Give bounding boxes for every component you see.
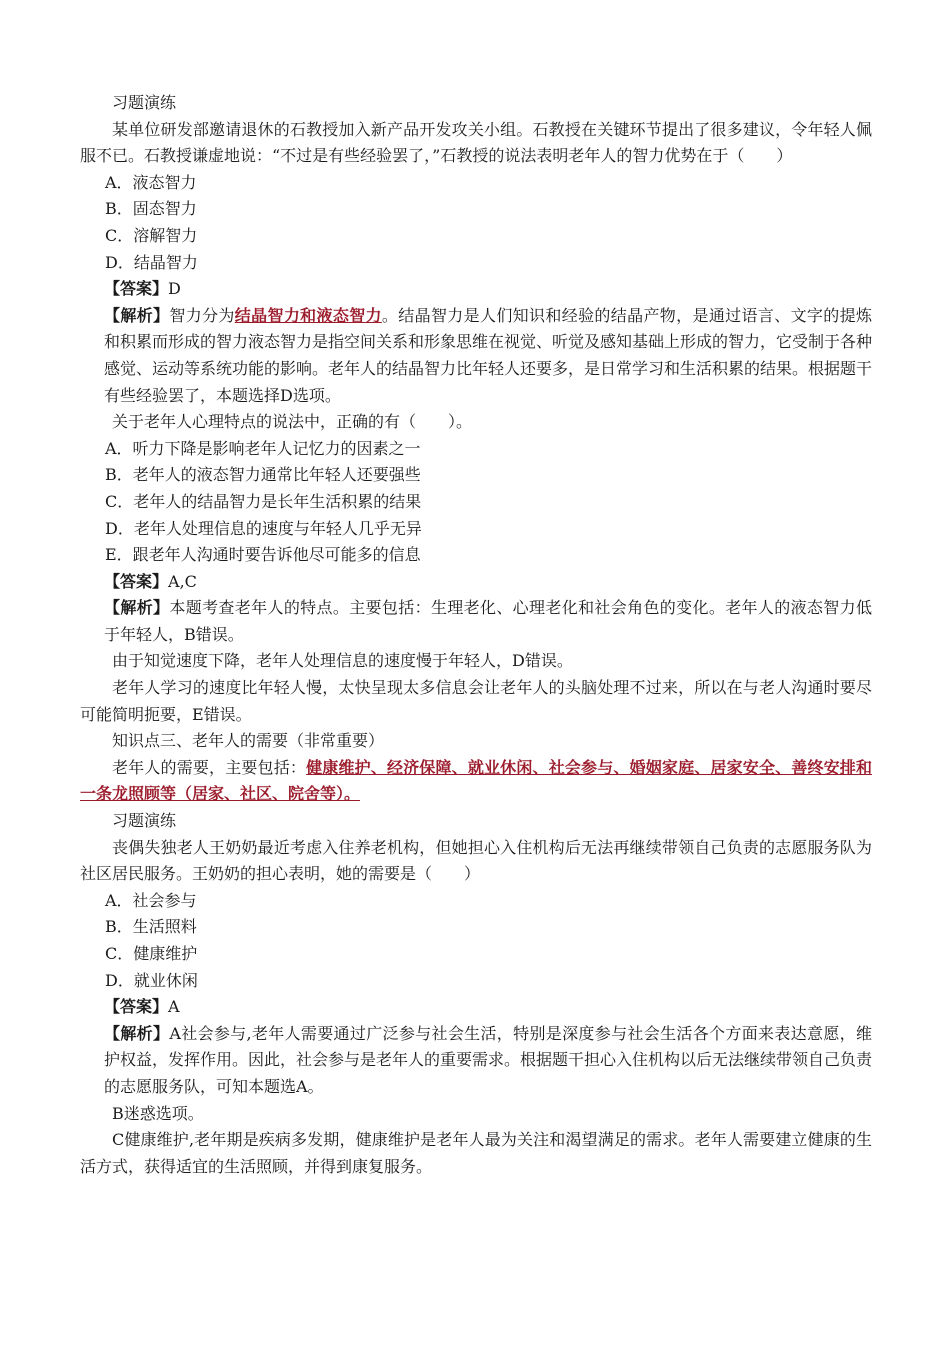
answer-value: A,C — [168, 571, 197, 591]
option-item: E．跟老年人沟通时要告诉他尽可能多的信息 — [105, 545, 421, 565]
highlighted-term: 结晶智力和液态智力 — [234, 305, 382, 325]
analysis-paragraph — [80, 595, 872, 648]
knowledge-paragraph — [80, 755, 872, 808]
analysis-text: 智力分为 — [169, 305, 235, 325]
answer-value: A — [168, 997, 180, 1017]
question-stem: 丧偶失独老人王奶奶最近考虑入住养老机构，但她担心入住机构后无法再继续带领自己负责的志愿服务队为社区居民服务。王奶奶的担心表明，她的需要是（ ） — [80, 837, 872, 884]
option-item: D．老年人处理信息的速度与年轻人几乎无异 — [105, 518, 422, 538]
option-item: B．生活照料 — [105, 917, 197, 937]
analysis-tag: 【解析】 — [104, 598, 170, 618]
answer-line — [80, 569, 872, 596]
analysis-text: 本题考查老年人的特点。主要包括：生理老化、心理老化和社会角色的变化。老年人的液态智力低于年轻人，B错误。 — [104, 598, 872, 644]
knowledge-text: 老年人的需要，主要包括： — [112, 757, 307, 777]
analysis-paragraph: 老年人学习的速度比年轻人慢，太快呈现太多信息会让老年人的头脑处理不过来，所以在与老人沟通时要尽可能简明扼要，E错误。 — [80, 678, 872, 724]
exercise-heading: 习题演练 — [112, 811, 177, 831]
section-title: 知识点三、老年人的需要（非常重要） — [112, 731, 385, 751]
exercise-heading: 习题演练 — [112, 93, 177, 112]
option-item: A．听力下降是影响老年人记忆力的因素之一 — [105, 438, 421, 458]
answer-value: D — [168, 279, 181, 299]
answer-line — [80, 276, 872, 303]
answer-tag: 【答案】 — [104, 571, 169, 591]
highlighted-term: 健康维护、经济保障、就业休闲、社会参与、婚姻家庭、居家安全、善终安排和一条龙照顾等（居家、社区、院舍等）。 — [80, 757, 872, 804]
option-item: B．老年人的液态智力通常比年轻人还要强些 — [105, 465, 421, 485]
answer-tag: 【答案】 — [104, 997, 169, 1017]
option-item: A．社会参与 — [105, 890, 197, 910]
option-item: C．老年人的结晶智力是长年生活积累的结果 — [105, 491, 422, 511]
option-item: C．溶解智力 — [105, 225, 198, 245]
question-stem: 某单位研发部邀请退休的石教授加入新产品开发攻关小组。石教授在关键环节提出了很多建议，令年轻人佩服不已。石教授谦虚地说：“不过是有些经验罢了，”石教授的说法表明老年人的智力优势在于（ ） — [80, 119, 872, 166]
analysis-tag: 【解析】 — [104, 1023, 170, 1043]
option-item: A．液态智力 — [105, 172, 197, 192]
analysis-text: 。结晶智力是人们知识和经验的结晶产物，是通过语言、文字的提炼和积累而形成的智力液态智力是指空间关系和形象思维在视觉、听觉及感知基础上形成的智力，它受制于各种感觉、运动等系统功能的影响。老年人的结晶智力比年轻人还要多，是日常学习和生活积累的结果。根据题干有些经验罢了，本题选择D选项。 — [104, 305, 873, 405]
analysis-paragraph — [80, 1021, 872, 1101]
analysis-tag: 【解析】 — [104, 305, 170, 325]
answer-tag: 【答案】 — [104, 279, 169, 299]
document-page — [80, 90, 872, 1180]
option-item: B．固态智力 — [105, 199, 197, 219]
analysis-text: A社会参与,老年人需要通过广泛参与社会生活，特别是深度参与社会生活各个方面来表达意愿，维护权益，发挥作用。因此，社会参与是老年人的重要需求。根据题干担心入住机构以后无法继续带领自己负责的志愿服务队，可知本题选A。 — [104, 1023, 873, 1096]
analysis-paragraph — [80, 303, 872, 409]
analysis-paragraph: C健康维护,老年期是疾病多发期，健康维护是老年人最为关注和渴望满足的需求。老年人需要建立健康的生活方式，获得适宜的生活照顾，并得到康复服务。 — [80, 1130, 872, 1176]
option-item: C．健康维护 — [105, 944, 198, 963]
answer-line — [80, 994, 872, 1021]
question-stem: 关于老年人心理特点的说法中，正确的有（ ）。 — [112, 412, 473, 432]
analysis-paragraph: 由于知觉速度下降，老年人处理信息的速度慢于年轻人，D错误。 — [112, 651, 573, 671]
option-item: D．结晶智力 — [105, 252, 198, 272]
option-item: D．就业休闲 — [105, 970, 198, 990]
analysis-paragraph: B迷惑选项。 — [112, 1103, 204, 1123]
